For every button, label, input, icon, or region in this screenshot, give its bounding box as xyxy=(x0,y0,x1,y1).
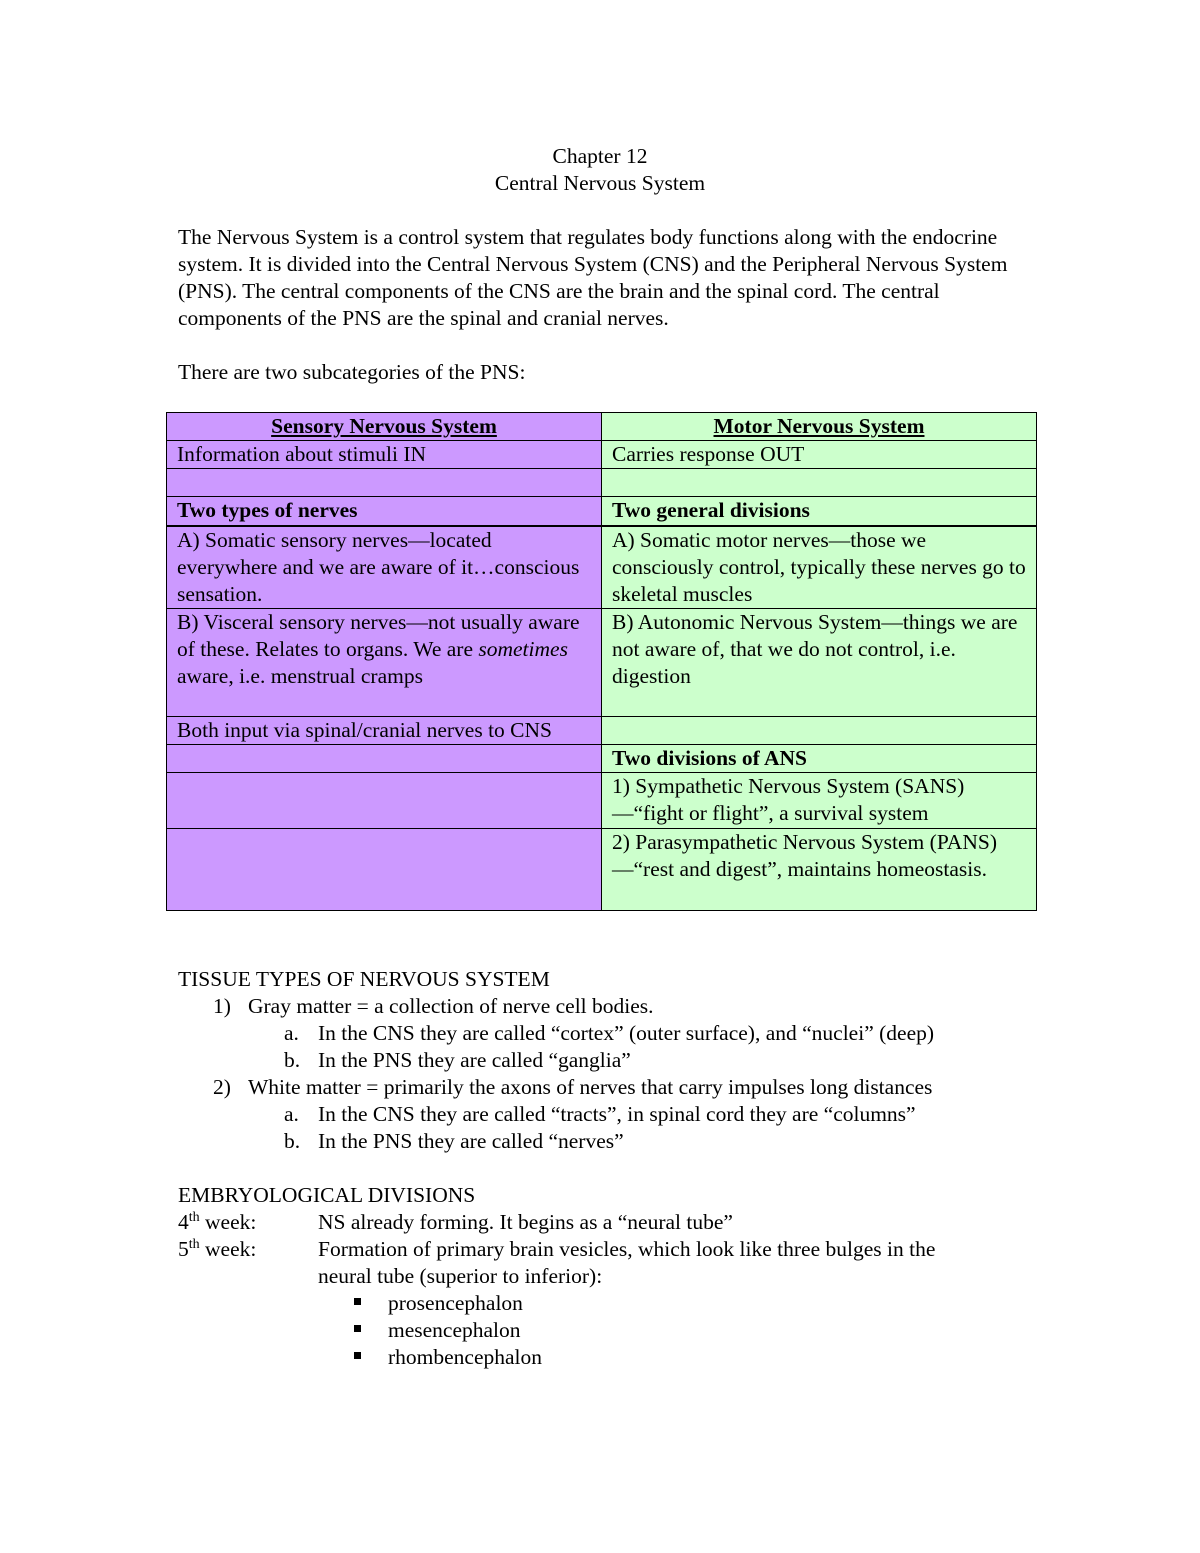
subcategories-intro: There are two subcategories of the PNS: xyxy=(178,360,526,384)
table-cell-sensory: A) Somatic sensory nerves—located everywhere and we are aware of it…conscious sensation. xyxy=(167,526,602,609)
table-cell-sensory xyxy=(167,469,602,497)
intro-paragraph: The Nervous System is a control system that regulates body functions along with the endocrine system. It is divided into the Central Nervous System (CNS) and the Peripheral Nervous System (PNS). The central components of the CNS are the brain and the spinal cord. The central components of the PNS are the spinal and cranial nerves. xyxy=(178,225,1008,330)
list-subitem: In the CNS they are called “tracts”, in spinal cord they are “columns” xyxy=(318,1102,916,1126)
vesicle-item: rhombencephalon xyxy=(388,1345,543,1369)
sensory-emphasis: sometimes xyxy=(478,636,568,661)
table-cell-motor: Two divisions of ANS xyxy=(602,744,1037,772)
table-row xyxy=(167,772,1037,828)
vesicle-item: prosencephalon xyxy=(388,1291,523,1315)
week4-text: NS already forming. It begins as a “neural tube” xyxy=(318,1210,733,1234)
week-number: 4 xyxy=(178,1210,189,1234)
table-cell-motor: A) Somatic motor nerves—those we consciously control, typically these nerves go to skeletal muscles xyxy=(602,526,1037,609)
list-number: 1) xyxy=(213,994,231,1018)
week-label: week: xyxy=(199,1237,257,1261)
table-cell-sensory: Both input via spinal/cranial nerves to CNS xyxy=(167,716,602,744)
ordinal-suffix: th xyxy=(188,1236,200,1252)
ordinal-suffix: th xyxy=(188,1209,200,1225)
table-cell-motor xyxy=(602,469,1037,497)
table-cell-motor: 2) Parasympathetic Nervous System (PANS)—“rest and digest”, maintains homeostasis. xyxy=(602,828,1037,910)
list-number: 2) xyxy=(213,1075,231,1099)
list-letter: b. xyxy=(284,1129,301,1153)
sensory-text-part: B) Visceral sensory nerves—not usually aware of these. Relates to organs. We are xyxy=(177,609,580,661)
table-cell-motor xyxy=(602,716,1037,744)
table-row xyxy=(167,744,1037,772)
list-item: Gray matter = a collection of nerve cell bodies. xyxy=(248,994,654,1018)
list-letter: a. xyxy=(284,1102,299,1126)
table-cell-sensory xyxy=(167,608,602,716)
chapter-label: Chapter 12 xyxy=(552,144,648,168)
list-subitem: In the CNS they are called “cortex” (outer surface), and “nuclei” (deep) xyxy=(318,1021,935,1045)
list-item: White matter = primarily the axons of nerves that carry impulses long distances xyxy=(248,1075,933,1099)
table-cell-sensory xyxy=(167,744,602,772)
table-row xyxy=(167,608,1037,716)
table-header-row xyxy=(167,413,1037,441)
list-letter: b. xyxy=(284,1048,301,1072)
sensory-header: Sensory Nervous System xyxy=(167,413,602,441)
table-row xyxy=(167,441,1037,469)
table-cell-sensory xyxy=(167,828,602,910)
square-bullet-icon xyxy=(354,1325,361,1332)
list-letter: a. xyxy=(284,1021,299,1045)
table-cell-sensory: Two types of nerves xyxy=(167,497,602,526)
square-bullet-icon xyxy=(354,1352,361,1359)
embryo-heading: EMBRYOLOGICAL DIVISIONS xyxy=(178,1183,476,1207)
list-subitem: In the PNS they are called “ganglia” xyxy=(318,1048,631,1072)
tissue-heading: TISSUE TYPES OF NERVOUS SYSTEM xyxy=(178,967,550,991)
list-subitem: In the PNS they are called “nerves” xyxy=(318,1129,624,1153)
week-number: 5 xyxy=(178,1237,189,1261)
table-cell-motor: Carries response OUT xyxy=(602,441,1037,469)
week4-label xyxy=(178,1209,256,1236)
sensory-text-part: aware, i.e. menstrual cramps xyxy=(177,663,423,688)
table-row xyxy=(167,526,1037,609)
table-cell-motor: Two general divisions xyxy=(602,497,1037,526)
vesicle-item: mesencephalon xyxy=(388,1318,521,1342)
pns-table xyxy=(166,412,1037,911)
table-cell-sensory: Information about stimuli IN xyxy=(167,441,602,469)
table-row xyxy=(167,469,1037,497)
page-title: Central Nervous System xyxy=(494,171,706,195)
table-cell-motor: B) Autonomic Nervous System—things we are not aware of, that we do not control, i.e. digestion xyxy=(602,608,1037,716)
square-bullet-icon xyxy=(354,1298,361,1305)
week-label: week: xyxy=(199,1210,257,1234)
week5-label xyxy=(178,1236,256,1263)
table-row xyxy=(167,828,1037,910)
week5-text: neural tube (superior to inferior): xyxy=(318,1264,603,1288)
table-row xyxy=(167,497,1037,526)
table-row xyxy=(167,716,1037,744)
table-cell-motor: 1) Sympathetic Nervous System (SANS)—“fight or flight”, a survival system xyxy=(602,772,1037,828)
table-cell-sensory xyxy=(167,772,602,828)
week5-text: Formation of primary brain vesicles, which look like three bulges in the xyxy=(318,1237,936,1261)
motor-header: Motor Nervous System xyxy=(602,413,1037,441)
